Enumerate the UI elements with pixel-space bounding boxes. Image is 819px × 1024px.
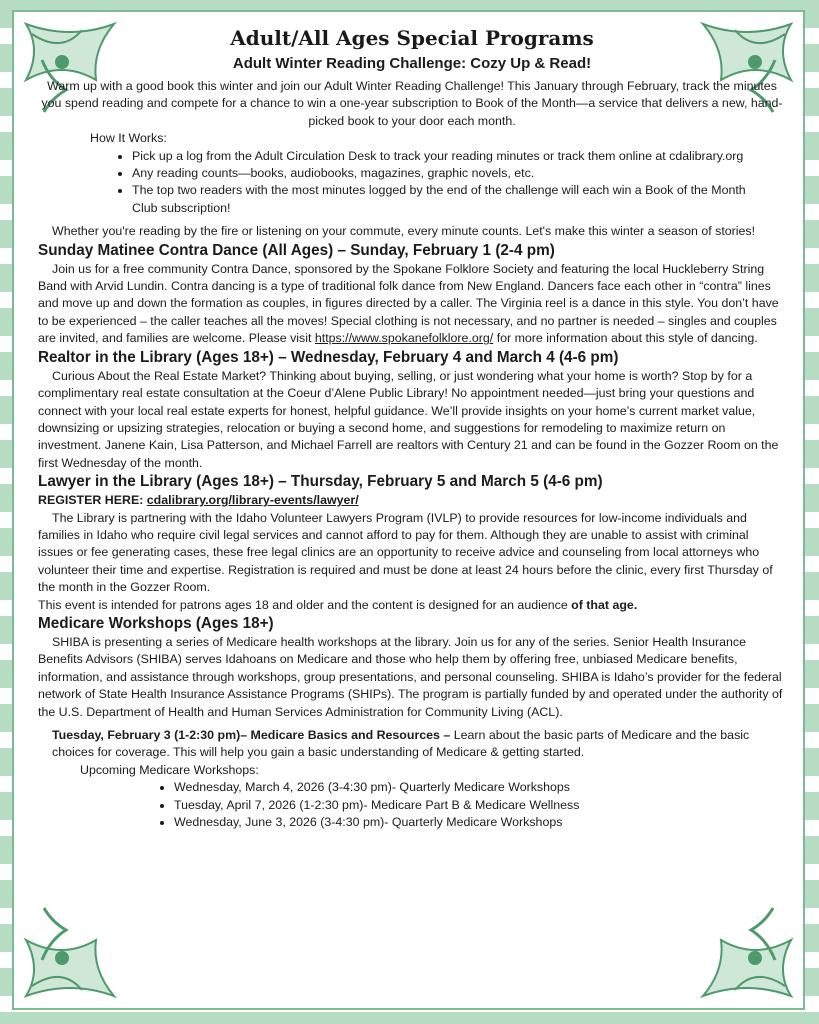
upcoming-workshops (38, 779, 786, 831)
contra-text: Join us for a free community Contra Dance, sponsored by the Spokane Folklore Society and featuring the local Huckleberry String Band with Arvid Lundin. Contra dancing is a type of traditional folk dance from New England. Dancers face each other in “contra” lines and move up and down the formation as couples, in figures directed by a caller. The Virginia reel is a dance in this style. You don’t have to be experienced – the caller teaches all the moves! Special clothing is not necessary, and no partner is needed – singles and couples are invited, and families are welcome. Please visit (38, 261, 779, 346)
winter-heading: Adult Winter Reading Challenge: Cozy Up & Read! (232, 55, 592, 72)
list-item: • The top two readers with the most minutes logged by the end of the challenge will each win a Book of the Month Club subscription! (132, 182, 746, 217)
contra-body (38, 261, 786, 348)
register-line (38, 492, 786, 509)
lawyer-note-bold: of that age. (571, 597, 638, 612)
winter-bullets (38, 148, 746, 218)
spokane-folklore-link[interactable]: https://www.spokanefolklore.org/ (314, 331, 494, 346)
lawyer-note-text: This event is intended for patrons ages 18 and older and the content is designed for an audience (38, 597, 572, 612)
lawyer-body: The Library is partnering with the Idaho Volunteer Lawyers Program (IVLP) to provide resources for low-income individuals and families in Idaho who require civil legal services and cannot afford to pay for them. Although they are unable to assist with criminal issues or fee generating cases, these free legal clinics are an opportunity to receive advice and counseling from local attorneys who volunteer their time and expertise. Registration is required and must be done at least 24 hours before the clinic, every first Thursday of the month in the Gozzer Room. (38, 510, 773, 595)
contra-text-end: for more information about this style of dancing. (493, 331, 758, 346)
lawyer-heading: Lawyer in the Library (Ages 18+) – Thursday, February 5 and March 5 (4-6 pm) (38, 473, 603, 491)
tuesday-session-text: Learn about the basic parts of Medicare and the basic choices for coverage. This will help you gain a basic understanding of Medicare & getting started. (52, 728, 750, 760)
tuesday-session-title: Tuesday, February 3 (1-2:30 pm)– Medicare Basics and Resources – (52, 728, 454, 742)
list-item: • Any reading counts—books, audiobooks, magazines, graphic novels, etc. (132, 165, 746, 182)
page-content (38, 24, 786, 831)
upcoming-label: Upcoming Medicare Workshops: (80, 762, 259, 777)
winter-closing: Whether you're reading by the fire or listening on your commute, every minute counts. Let's make this winter a season of stories! (52, 224, 756, 239)
realtor-body: Curious About the Real Estate Market? Thinking about buying, selling, or just wondering what your home is worth? Stop by for a complimentary real estate consultation at the Coeur d’Alene Public Library! No appointment needed—just bring your questions and connect with your local real estate experts for honest, helpful guidance. We’ll provide insights on your home’s current market value, downsizing or upsizing strategies, relocation or buying a second home, and suggestions for remodeling to maximize return on investment. Janene Kain, Lisa Patterson, and Michael Farrell are realtors with Century 21 and can be found in the Gozzer Room on the first Wednesday of the month. (38, 368, 779, 470)
register-label: REGISTER HERE: (38, 493, 147, 508)
contra-heading: Sunday Matinee Contra Dance (All Ages) – Sunday, February 1 (2-4 pm) (38, 241, 555, 259)
list-item: • Tuesday, April 7, 2026 (1-2:30 pm)- Medicare Part B & Medicare Wellness (174, 797, 786, 814)
list-item: • Pick up a log from the Adult Circulation Desk to track your reading minutes or track them online at cdalibrary.org (132, 148, 746, 165)
ribbon-corner-icon (22, 904, 118, 1000)
list-item: • Wednesday, June 3, 2026 (3-4:30 pm)- Quarterly Medicare Workshops (174, 814, 786, 831)
tuesday-session (38, 727, 786, 762)
how-it-works-label: How It Works: (90, 131, 167, 146)
ribbon-corner-icon (699, 904, 795, 1000)
list-item: • Wednesday, March 4, 2026 (3-4:30 pm)- Quarterly Medicare Workshops (174, 779, 786, 796)
register-link[interactable]: cdalibrary.org/library-events/lawyer/ (146, 493, 359, 508)
medicare-body: SHIBA is presenting a series of Medicare health workshops at the library. Join us for any of the series. Senior Health Insurance Benefits Advisors (SHIBA) serves Idahoans on Medicare and those who help them by offering free, unbiased Medicare benefits, information, and assistance through workshops, group presentations, and personal counseling. SHIBA is Idaho’s provider for the federal network of State Health Insurance Assistance Programs (SHIPs). The program is partially funded by and operated under the authority of the U.S. Department of Health and Human Services Administration for Community Living (ACL). (38, 634, 783, 719)
winter-intro: Warm up with a good book this winter and join our Adult Winter Reading Challenge! This January through February, track the minutes you spend reading and compete for a chance to win a one-year subscription to Book of the Month—a service that delivers a new, hand-picked book to your door each month. (41, 79, 783, 128)
medicare-heading: Medicare Workshops (Ages 18+) (38, 614, 274, 632)
page-title: Adult/All Ages Special Programs (230, 26, 594, 50)
lawyer-note (38, 597, 786, 614)
realtor-heading: Realtor in the Library (Ages 18+) – Wednesday, February 4 and March 4 (4-6 pm) (38, 348, 619, 366)
